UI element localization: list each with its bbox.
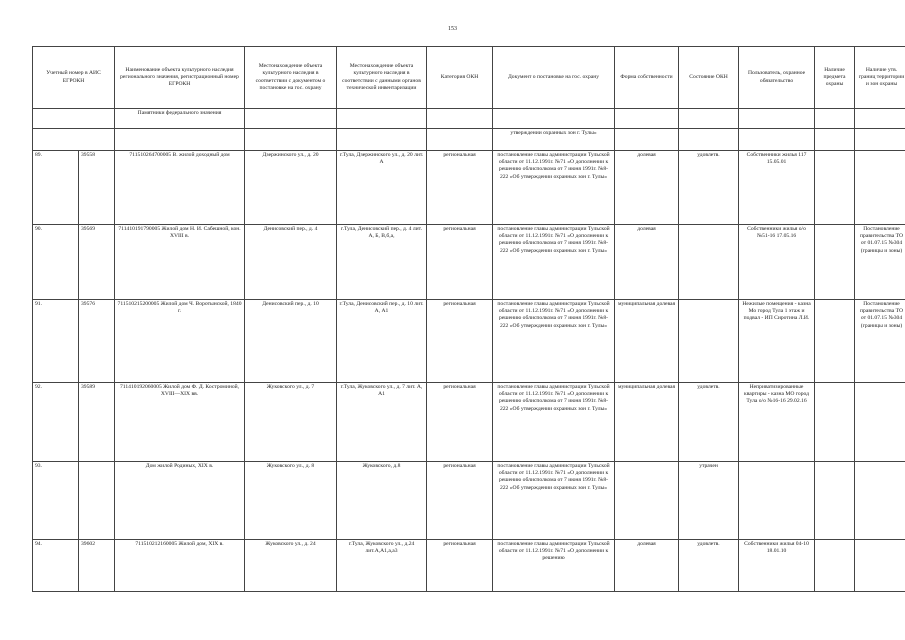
row-user: Собственники жилья 04-10 18.01.10 <box>739 540 815 592</box>
row-ownership: долевая <box>615 151 679 225</box>
row-ownership: долевая <box>615 225 679 300</box>
row-location-doc: Дзержинского ул., д. 20 <box>245 151 337 225</box>
row-territory <box>855 462 905 540</box>
row-subject <box>815 300 855 383</box>
row-object-name: 711510212160005 Жилой дом, XIX в. <box>115 540 245 592</box>
header-uchet-num: Учетный номер в АИС ЕГРОКН <box>33 47 115 109</box>
row-location-doc: Жуковского ул., д. 24 <box>245 540 337 592</box>
row-subject <box>815 383 855 462</box>
table-row <box>33 383 905 462</box>
table-header-row <box>33 47 905 109</box>
row-ais-number: 39558 <box>79 151 115 225</box>
row-ais-number: 39602 <box>79 540 115 592</box>
row-ais-number <box>79 462 115 540</box>
row-user: Неприватизированные квартиры - казна МО город Тула о/о №16-16 29.02.16 <box>739 383 815 462</box>
row-ais-number: 39569 <box>79 225 115 300</box>
header-state: Состояние ОКН <box>679 47 739 109</box>
row-subject <box>815 540 855 592</box>
row-territory <box>855 540 905 592</box>
row-document: постановление главы администрации Тульской области от 11.12.1991г. №71 «О дополнении к решению <box>493 540 615 592</box>
row-location-tech: г.Тула, Денисовский пер., д. 4 лит. А, Б, В,б,а, <box>337 225 427 300</box>
row-subject <box>815 151 855 225</box>
row-category: региональная <box>427 225 493 300</box>
row-category: региональная <box>427 540 493 592</box>
row-location-tech: г.Тула, Дзержинского ул., д. 20 лит. А <box>337 151 427 225</box>
table-row <box>33 540 905 592</box>
row-state <box>679 300 739 383</box>
header-location-doc: Местонахождение объекта культурного наследия в соответствии с документом о постановке на гос. охрану <box>245 47 337 109</box>
header-name: Наименование объекта культурного наследия регионального значения, регистрационный номер ЕГРОКН <box>115 47 245 109</box>
row-state: удовлетв. <box>679 151 739 225</box>
row-state: удовлетв. <box>679 383 739 462</box>
row-category: региональная <box>427 151 493 225</box>
row-location-tech: г.Тула, Жуковского ул., д.24 лит.А,А1,а,а3 <box>337 540 427 592</box>
row-object-name: 711510215200005 Жилой дом Ч. Воротынской, 1840 г. <box>115 300 245 383</box>
row-index: 93. <box>33 462 79 540</box>
row-state: утрачен <box>679 462 739 540</box>
row-document: постановление главы администрации Тульской области от 11.12.1991г. №71 «О дополнении к решению облисполкома от 7 июня 1991г. №8-222 «Об утверждении охранных зон г. Тулы» <box>493 462 615 540</box>
row-category: региональная <box>427 462 493 540</box>
row-territory: Постановление правительства ТО от 01.07.15 №304 (границы и зоны) <box>855 300 905 383</box>
table-subheader-row <box>33 109 905 129</box>
row-ais-number: 39576 <box>79 300 115 383</box>
page-number: 153 <box>448 26 457 32</box>
row-state: удовлетв. <box>679 540 739 592</box>
continuation-row <box>33 129 905 151</box>
row-object-name: 711410192060005 Жилой дом Ф. Д. Костроминой, XVIII—XIX вв. <box>115 383 245 462</box>
row-ownership: муниципальная долевая <box>615 383 679 462</box>
row-ownership <box>615 462 679 540</box>
row-document: постановление главы администрации Тульской области от 11.12.1991г. №71 «О дополнении к решению облисполкома от 7 июня 1991г. №8-222 «Об утверждении охранных зон г. Тулы» <box>493 151 615 225</box>
row-location-tech: Жуковского, д.8 <box>337 462 427 540</box>
header-territory: Наличие утв. границ территории и зон охраны <box>855 47 905 109</box>
row-index: 94. <box>33 540 79 592</box>
row-user <box>739 462 815 540</box>
table-row <box>33 151 905 225</box>
row-ais-number: 39589 <box>79 383 115 462</box>
table-row <box>33 225 905 300</box>
row-category: региональная <box>427 300 493 383</box>
row-category: региональная <box>427 383 493 462</box>
header-user: Пользователь, охранное обязательство <box>739 47 815 109</box>
row-ownership: долевая <box>615 540 679 592</box>
row-state <box>679 225 739 300</box>
row-subject <box>815 462 855 540</box>
row-user: Собственники жилья о/о №51-16 17.05.16 <box>739 225 815 300</box>
row-index: 89. <box>33 151 79 225</box>
header-location-tech: Местонахождение объекта культурного наследия в соответствии с данными органов технической инвентаризации <box>337 47 427 109</box>
row-document: постановление главы администрации Тульской области от 11.12.1991г. №71 «О дополнении к решению облисполкома от 7 июня 1991г. №8-222 «Об утверждении охранных зон г. Тулы» <box>493 225 615 300</box>
row-document: постановление главы администрации Тульской области от 11.12.1991г. №71 «О дополнении к решению облисполкома от 7 июня 1991г. №8-222 «Об утверждении охранных зон г. Тулы» <box>493 300 615 383</box>
row-object-name: Дом жилой Родиных, XIX в. <box>115 462 245 540</box>
continuation-text: утверждении охранных зон г. Тулы» <box>493 129 615 151</box>
row-location-tech: г.Тула, Денисовский пер., д. 10 лит. А, А1 <box>337 300 427 383</box>
row-location-tech: г.Тула, Жуковского ул., д. 7 лит. А, А1 <box>337 383 427 462</box>
row-subject <box>815 225 855 300</box>
row-territory <box>855 151 905 225</box>
row-user: Собственники жилья 117 15.05.01 <box>739 151 815 225</box>
header-category: Категория ОКН <box>427 47 493 109</box>
row-document: постановление главы администрации Тульской области от 11.12.1991г. №71 «О дополнении к решению облисполкома от 7 июня 1991г. №8-222 «Об утверждении охранных зон г. Тулы» <box>493 383 615 462</box>
header-subject: Наличие предмета охраны <box>815 47 855 109</box>
row-territory <box>855 383 905 462</box>
row-territory: Постановление правительства ТО от 01.07.15 №304 (границы и зоны) <box>855 225 905 300</box>
header-ownership: Форма собственности <box>615 47 679 109</box>
row-index: 92. <box>33 383 79 462</box>
row-location-doc: Жуковского ул., д. 8 <box>245 462 337 540</box>
row-location-doc: Жуковского ул., д. 7 <box>245 383 337 462</box>
row-index: 91. <box>33 300 79 383</box>
subheader-federal: Памятники федерального значения <box>115 109 245 129</box>
row-object-name: 711410191790005 Жилой дом Н. И. Сабешной, кон. XVIII в. <box>115 225 245 300</box>
row-location-doc: Денисовский пер., д. 4 <box>245 225 337 300</box>
row-ownership: муниципальная долевая <box>615 300 679 383</box>
row-index: 90. <box>33 225 79 300</box>
table-row <box>33 462 905 540</box>
table-row <box>33 300 905 383</box>
row-location-doc: Денисовский пер., д. 10 <box>245 300 337 383</box>
header-document: Документ о постановке на гос. охрану <box>493 47 615 109</box>
row-object-name: 711510264700005 В. жилой доходный дом <box>115 151 245 225</box>
okn-register-table <box>32 46 905 592</box>
row-user: Нежилые помещения - казна Мо город Тула 1 этаж и подвал - ИП Сиротина Л.И. <box>739 300 815 383</box>
